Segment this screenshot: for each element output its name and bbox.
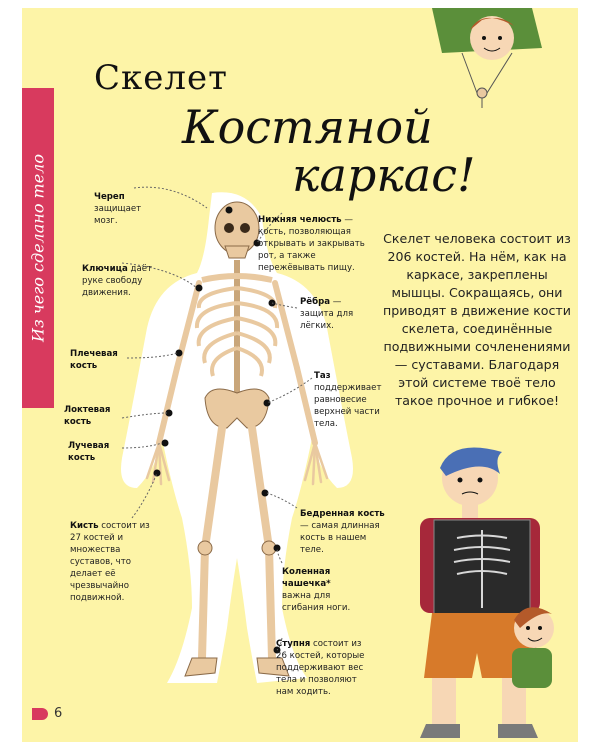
label-jaw: Нижняя челюсть — кость, позволяющая открывать и закрывать рот, а также пережёвывать пищу. [258,215,365,273]
page-subtitle: Скелет [94,58,228,98]
label-femur: Бедренная кость — самая длинная кость в нашем теле. [300,509,385,555]
page-number: 6 [54,706,63,721]
boy-with-xray-illustration [362,438,572,742]
label-pelvis: Таз поддерживает равновесие верхней части тела. [314,371,382,429]
label-humerus: Плечевая кость [70,349,118,371]
section-tab-label: Из чего сделано тело [28,153,48,343]
book-page [22,8,578,742]
intro-paragraph: Скелет человека состоит из 206 костей. На нём, как на каркасе, закреплены мышцы. Сокращаясь, они приводят в движение кости скелета, соединённые подвижными сочленениями — суставами. Благодаря этой системе твоё тело такое прочное и гибкое! [383,231,571,408]
page-number-marker [32,708,48,720]
label-skull: Череп защищает мозг. [94,192,142,226]
page-title-line1: Костяной [182,100,433,154]
page-title-line2: каркас! [292,148,476,202]
label-radius: Лучевая кость [68,441,110,463]
label-hand: Кисть состоит из 27 костей и множества суставов, что делает её чрезвычайно подвижной. [70,521,150,603]
label-foot: Ступня состоит из 26 костей, которые поддерживают вес тела и позволяют нам ходить. [276,639,365,697]
label-clavicle: Ключица даёт руке свободу движения. [82,264,152,298]
label-ulna: Локтевая кость [64,405,111,427]
label-kneecap: Коленная чашечка* важна для сгибания ноги. [282,567,351,613]
label-ribs: Рёбра — защита для лёгких. [300,297,354,331]
